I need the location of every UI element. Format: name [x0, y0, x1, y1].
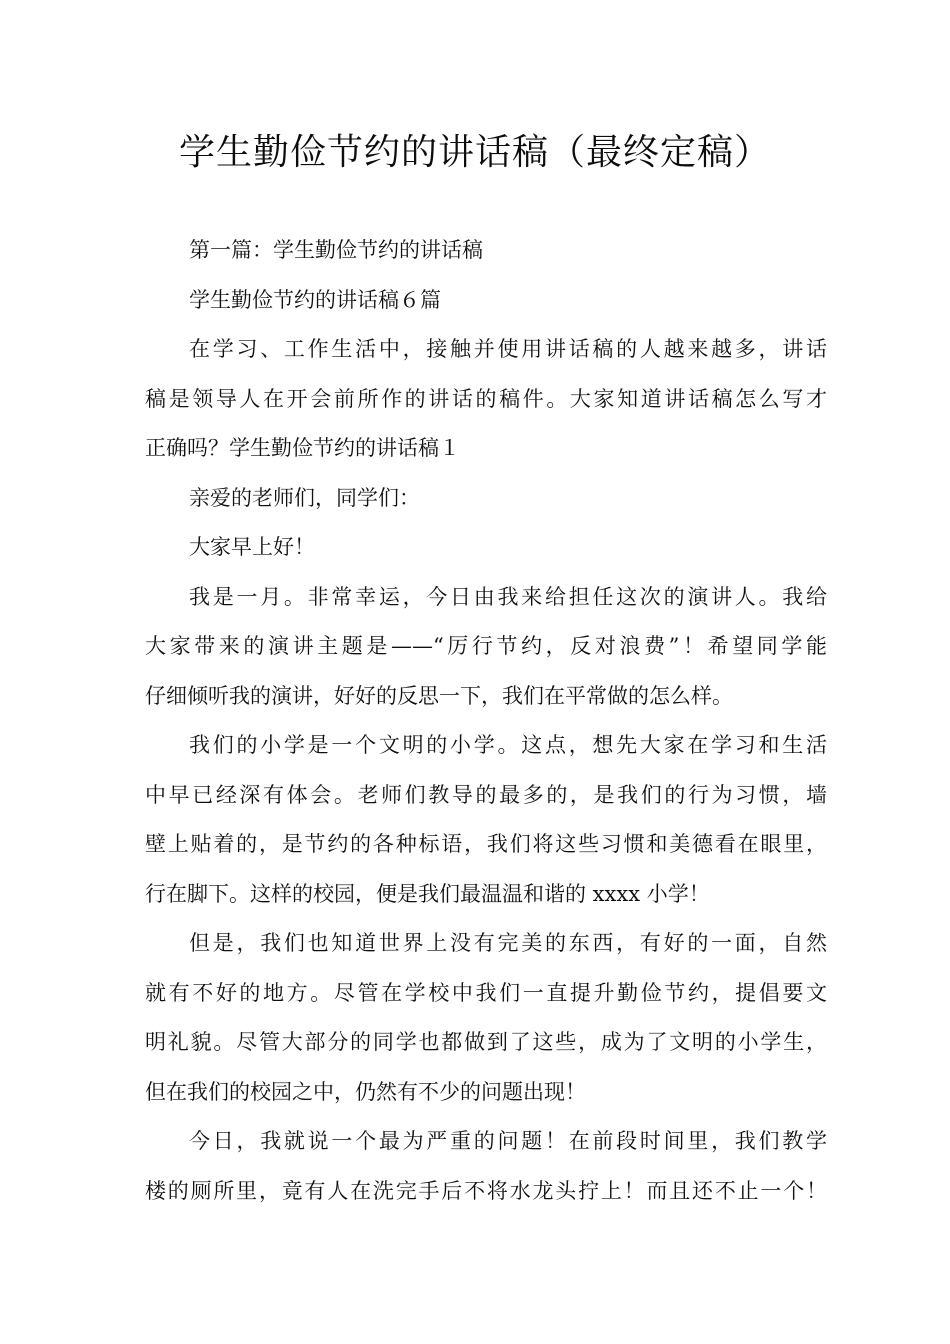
paragraph-line: 中早已经深有体会。老师们教导的最多的，是我们的行为习惯，墙 — [145, 782, 827, 807]
document-body — [145, 226, 827, 1216]
paragraph-line: 仔细倾听我的演讲，好好的反思一下，我们在平常做的怎么样。 — [145, 683, 733, 708]
subtitle-line: 学生勤俭节约的讲话稿６篇 — [189, 287, 441, 312]
paragraph-line: 大家带来的演讲主题是——“厉行节约，反对浪费”！希望同学能 — [145, 634, 827, 658]
salutation-line: 亲爱的老师们，同学们： — [189, 485, 420, 510]
paragraph-line: 楼的厕所里，竟有人在洗完手后不将水龙头拧上！而且还不止一个！ — [145, 1178, 827, 1203]
document-title: 学生勤俭节约的讲话稿（最终定稿） — [178, 132, 771, 173]
paragraph-line: 壁上贴着的，是节约的各种标语，我们将这些习惯和美德看在眼里， — [145, 832, 827, 856]
paragraph-line: 但是，我们也知道世界上没有完美的东西，有好的一面，自然 — [189, 931, 827, 955]
paragraph-line: 稿是领导人在开会前所作的讲话的稿件。大家知道讲话稿怎么写才 — [145, 386, 827, 411]
paragraph-line: 在学习、工作生活中，接触并使用讲话稿的人越来越多，讲话 — [189, 337, 827, 361]
paragraph-line: 明礼貌。尽管大部分的同学也都做到了这些，成为了文明的小学生， — [145, 1030, 827, 1054]
paragraph-line: 但在我们的校园之中，仍然有不少的问题出现！ — [145, 1079, 586, 1104]
paragraph-line: 我们的小学是一个文明的小学。这点，想先大家在学习和生活 — [189, 733, 827, 757]
paragraph-line: 我是一月。非常幸运，今日由我来给担任这次的演讲人。我给 — [189, 584, 827, 609]
paragraph-line: 就有不好的地方。尽管在学校中我们一直提升勤俭节约，提倡要文 — [145, 980, 827, 1005]
paragraph-line: 行在脚下。这样的校园，便是我们最温温和谐的 xxxx 小学！ — [145, 881, 710, 906]
greeting-line: 大家早上好！ — [189, 535, 315, 559]
section-heading: 第一篇：学生勤俭节约的讲话稿 — [189, 238, 483, 262]
paragraph-line: 今日，我就说一个最为严重的问题！在前段时间里，我们教学 — [189, 1129, 827, 1153]
paragraph-line: 正确吗？学生勤俭节约的讲话稿１ — [145, 436, 460, 460]
